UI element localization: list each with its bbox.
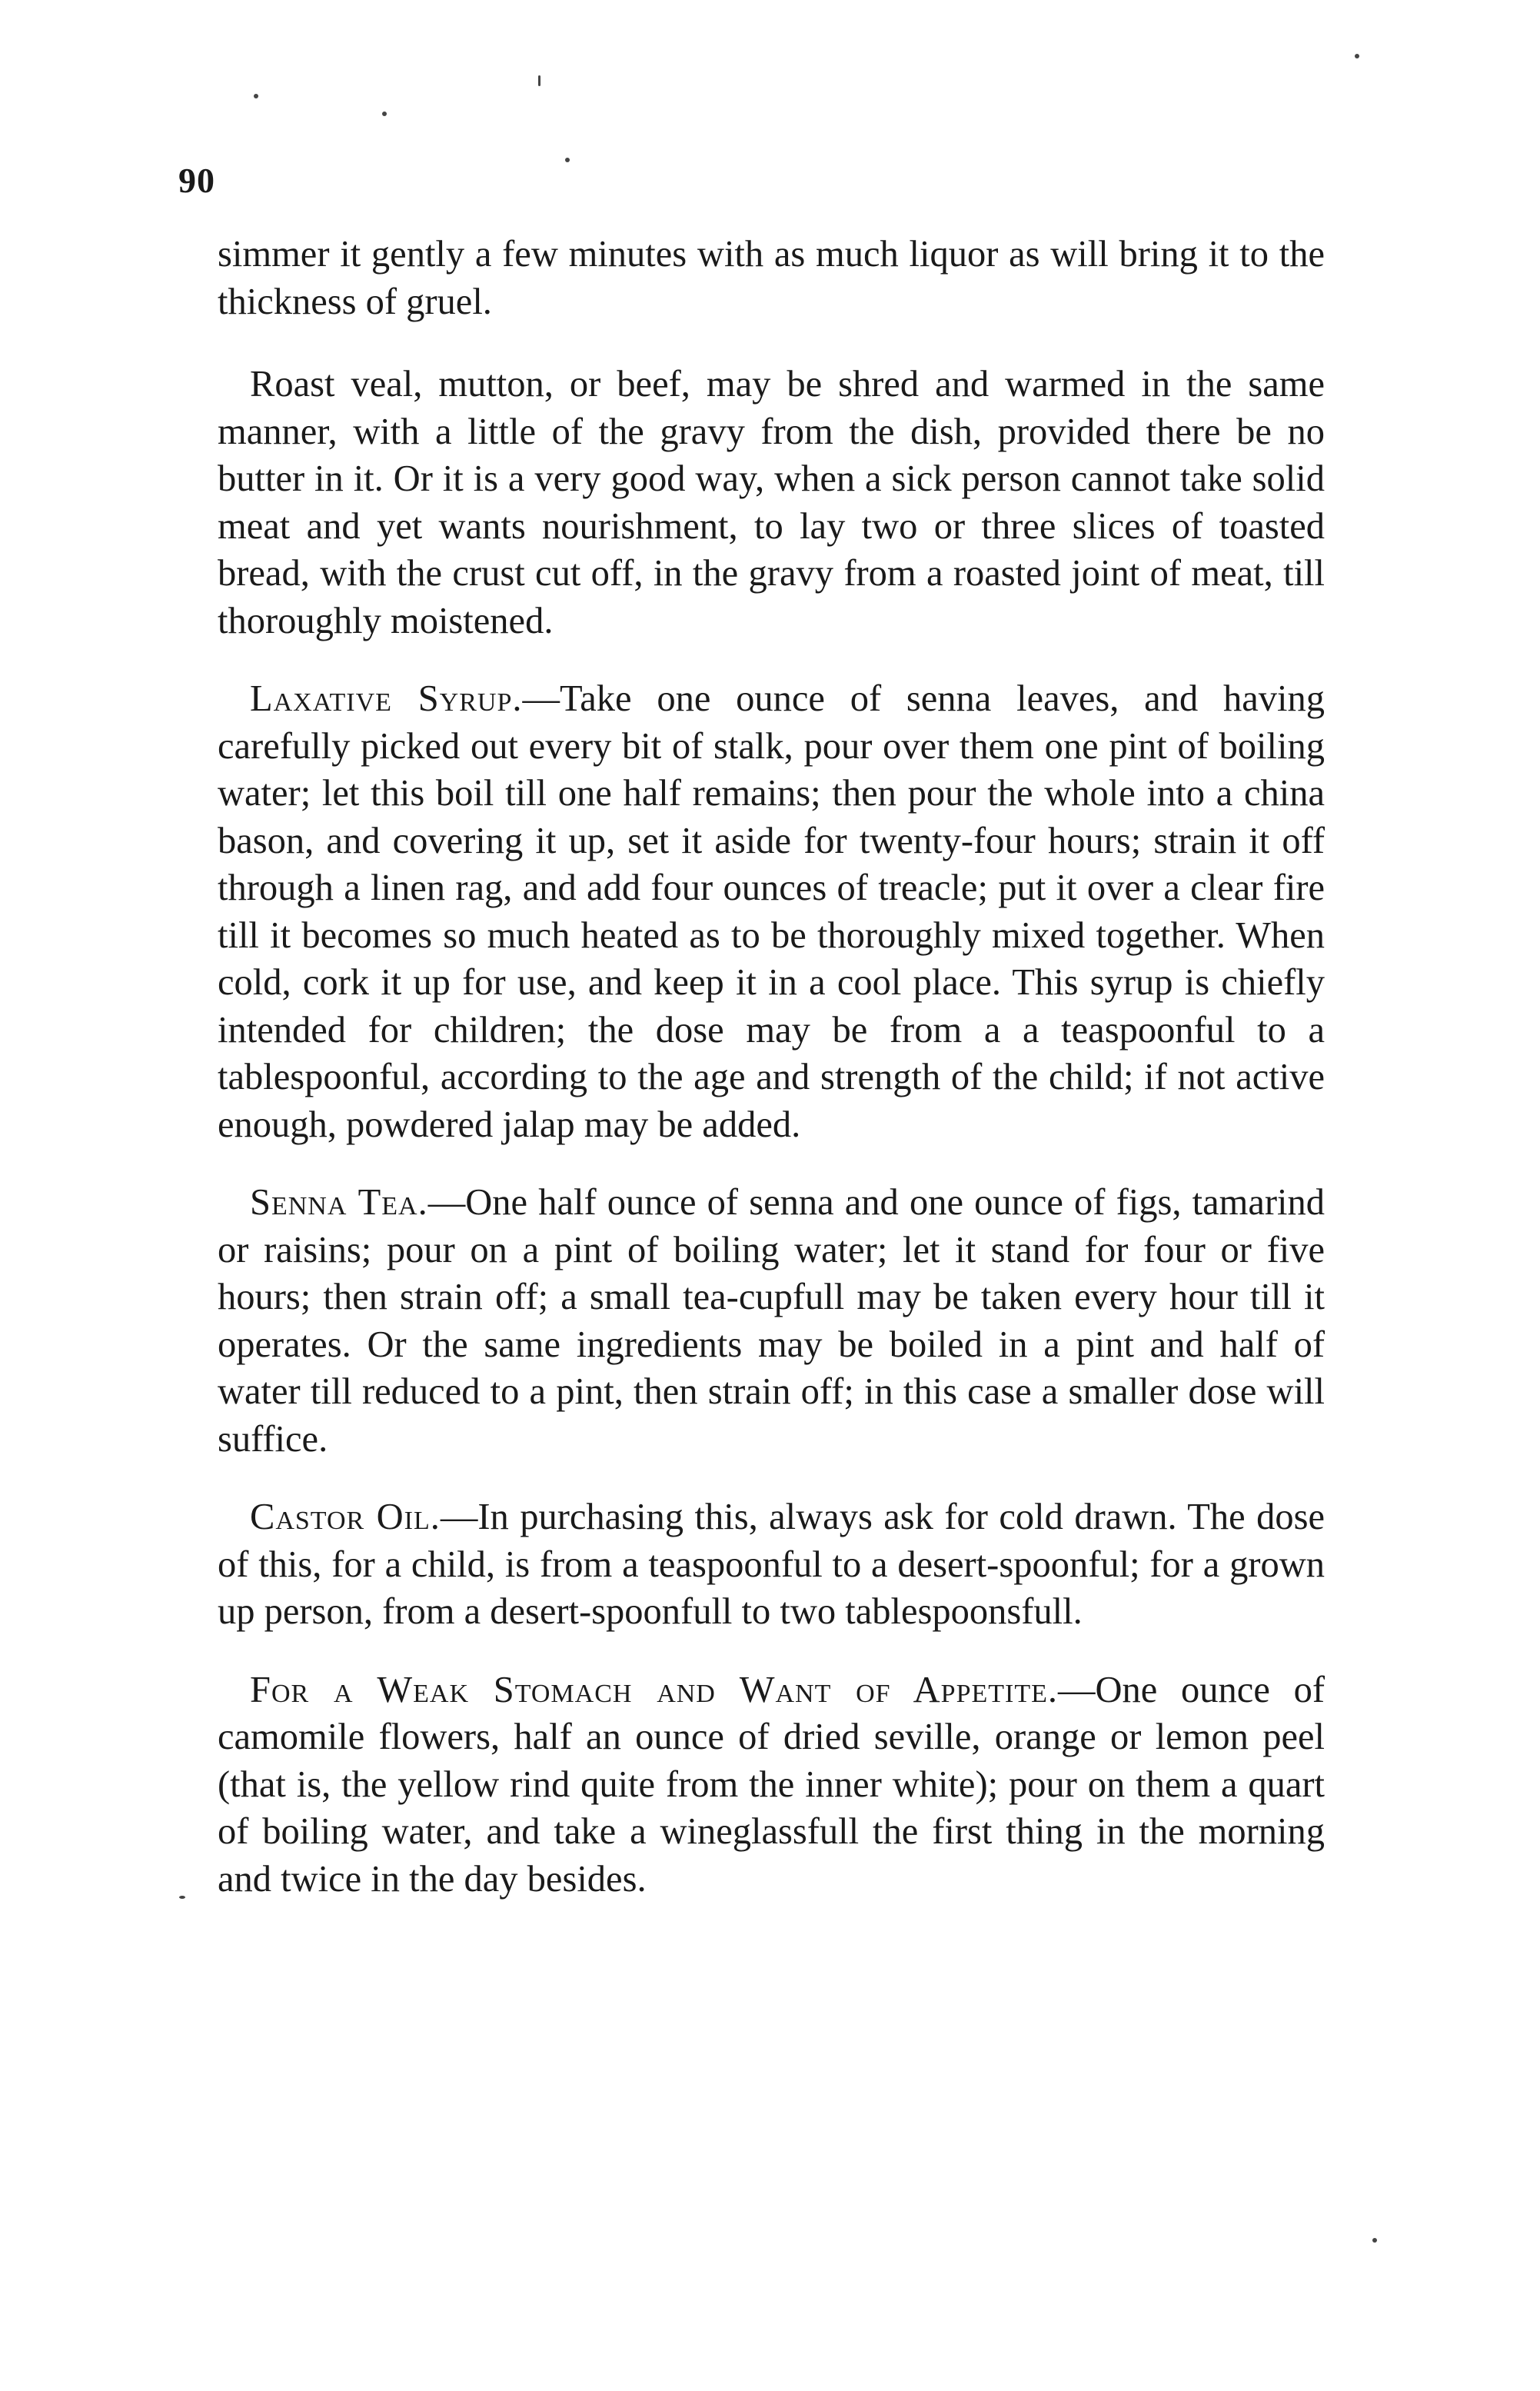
- recipe-body: —In purchasing this, always ask for cold drawn. The dose of this, for a child, is from a teaspoonful to a desert-spoonful; for a grown up person, from a desert-spoonfull to two tablespoonsfull.: [218, 1497, 1325, 1632]
- recipe-body: —One half ounce of senna and one ounce of figs, tamarind or raisins; pour on a pint of boiling water; let it stand for four or five hours; then strain off; a small tea-cupfull may be taken every hour till it operates. Or the same ingredients may be boiled in a pint and half of water till reduced to a pint, then strain off; in this case a smaller dose will suffice.: [218, 1182, 1325, 1460]
- recipe-body: —One ounce of camomile flowers, half an ounce of dried seville, orange or lemon peel (that is, the yellow rind quite from the inner white); pour on them a quart of boiling water, and take a wineglassfull the first thing in the morning and twice in the day besides.: [218, 1669, 1325, 1900]
- paragraph-continuation: simmer it gently a few minutes with as much liquor as will bring it to the thickness of gruel.: [218, 234, 1325, 322]
- recipe-body: —Take one ounce of senna leaves, and having carefully picked out every bit of stalk, pour over them one pint of boiling water; let this boil till one half remains; then pour the whole into a china bason, and covering it up, set it aside for twenty-four hours; strain it off through a linen rag, and add four ounces of treacle; put it over a clear fire till it becomes so much heated as to be thoroughly mixed together. When cold, cork it up for use, and keep it in a cool place. This syrup is chiefly intended for children; the dose may be from a a teaspoonful to a tablespoonful, according to the age and strength of the child; if not active enough, powdered jalap may be added.: [218, 678, 1325, 1145]
- recipe-weak-stomach: [218, 1667, 1325, 1903]
- recipe-title: For a Weak Stomach and Want of Appetite.: [250, 1669, 1058, 1710]
- page-number: 90: [178, 161, 215, 200]
- page-body: [218, 231, 1325, 1933]
- paragraph-roast-meat: Roast veal, mutton, or beef, may be shred and warmed in the same manner, with a little of the gravy from the dish, provided there be no butter in it. Or it is a very good way, when a sick person cannot take solid meat and yet wants nourishment, to lay two or three slices of toasted bread, with the crust cut off, in the gravy from a roasted joint of meat, till thoroughly moistened.: [218, 364, 1325, 641]
- recipe-title: Senna Tea.: [250, 1182, 428, 1223]
- recipe-title: Castor Oil.: [250, 1497, 441, 1537]
- recipe-castor-oil: [218, 1494, 1325, 1636]
- scan-speck: [538, 75, 540, 86]
- recipe-laxative-syrup: [218, 675, 1325, 1148]
- scan-speck: [1355, 54, 1359, 58]
- scan-speck: [382, 112, 387, 116]
- recipe-senna-tea: [218, 1179, 1325, 1463]
- scan-speck: [1372, 2238, 1377, 2243]
- recipe-title: Laxative Syrup.: [250, 678, 523, 719]
- scan-speck: [254, 94, 258, 98]
- scan-speck: [565, 158, 570, 162]
- scan-speck: [179, 1896, 185, 1899]
